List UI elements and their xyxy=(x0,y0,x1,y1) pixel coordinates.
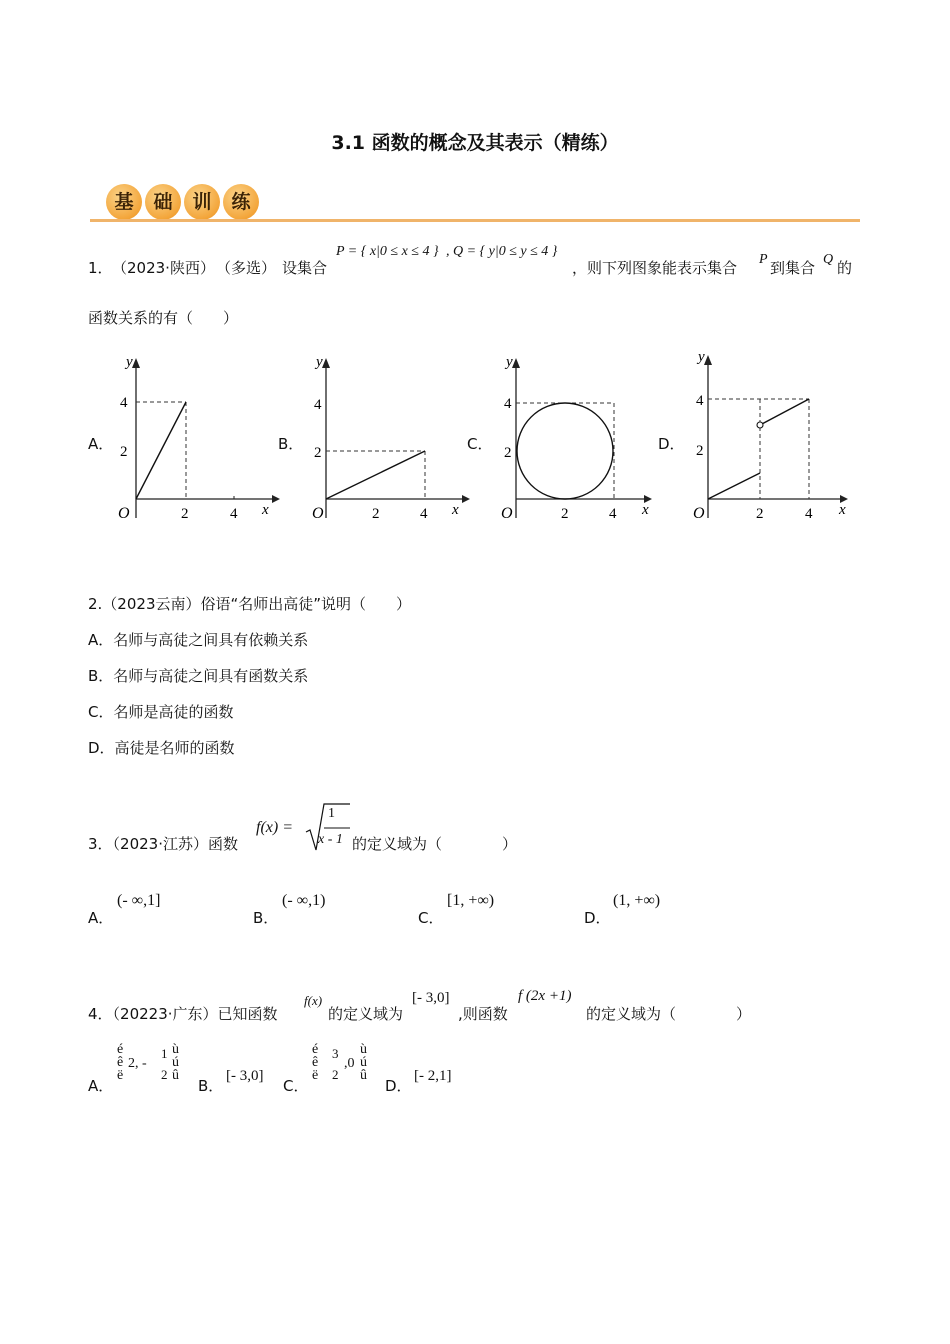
option-b: B．名师与高徒之间具有函数关系 xyxy=(88,667,309,685)
bracket-glyph: ê xyxy=(117,1055,124,1070)
x-tick-label: 2 xyxy=(181,506,189,522)
y-axis-label: y xyxy=(506,354,513,370)
y-tick-label: 2 xyxy=(504,445,512,461)
option-c: C．名师是高徒的函数 xyxy=(88,703,234,721)
option-label-b: B． xyxy=(253,909,279,927)
graph-c xyxy=(492,346,662,526)
set-q-symbol: Q xyxy=(823,252,834,267)
banner-underline xyxy=(90,219,860,222)
bracket-glyph: ë xyxy=(117,1068,124,1083)
y-tick-label: 4 xyxy=(314,397,322,413)
origin-label: O xyxy=(118,505,130,522)
origin-label: O xyxy=(501,505,513,522)
option-value-c: ,0 xyxy=(344,1056,355,1071)
y-axis-arrow xyxy=(132,358,140,368)
x-axis-arrow xyxy=(462,495,470,503)
fx-formula: f(x) xyxy=(304,993,323,1008)
graph-segment xyxy=(760,399,809,425)
x-tick-label: 4 xyxy=(609,506,617,522)
banner-char: 基 xyxy=(106,184,142,220)
y-axis-arrow xyxy=(704,355,712,365)
option-label-c: C． xyxy=(418,909,444,927)
question-tag: （多选） xyxy=(216,259,277,277)
option-label-a: A． xyxy=(88,909,114,927)
banner-char: 训 xyxy=(184,184,220,220)
f2x-formula: f (2x +1) xyxy=(518,988,572,1004)
x-tick-label: 4 xyxy=(805,506,813,522)
x-tick-label: 4 xyxy=(230,506,238,522)
bracket-glyph: ù xyxy=(172,1042,179,1057)
question-stem: 的定义域为（ ） xyxy=(586,1005,752,1023)
graph-d xyxy=(684,343,854,525)
fraction-denominator: 2 xyxy=(161,1067,168,1082)
y-axis-label: y xyxy=(126,354,133,370)
x-axis-label: x xyxy=(452,502,459,518)
option-label-b: B． xyxy=(198,1077,224,1095)
bracket-glyph: ú xyxy=(172,1055,179,1070)
banner-char: 练 xyxy=(223,184,259,220)
option-value-a: 2, - xyxy=(128,1056,147,1071)
set-q-formula: , Q = { y|0 ≤ y ≤ 4 } xyxy=(446,244,558,259)
question-stem: 的定义域为（ ） xyxy=(352,835,518,853)
fraction-denominator: 2 xyxy=(332,1067,339,1082)
option-d: D．高徒是名师的函数 xyxy=(88,739,235,757)
bracket-glyph: û xyxy=(172,1068,179,1083)
y-tick-label: 4 xyxy=(504,396,512,412)
banner-char: 础 xyxy=(145,184,181,220)
x-tick-label: 2 xyxy=(372,506,380,522)
x-tick-label: 2 xyxy=(561,506,569,522)
bracket-glyph: ú xyxy=(360,1055,367,1070)
graph-a xyxy=(112,346,282,526)
x-axis-label: x xyxy=(642,502,649,518)
fraction-numerator: 1 xyxy=(161,1046,168,1061)
bracket-glyph: û xyxy=(360,1068,367,1083)
bracket-glyph: ù xyxy=(360,1042,367,1057)
question-source: （2023·陕西） xyxy=(112,259,215,277)
set-p-symbol: P xyxy=(759,252,768,267)
y-axis-label: y xyxy=(698,349,705,365)
option-value-d: [- 2,1] xyxy=(414,1068,452,1084)
option-label-a: A． xyxy=(88,435,114,453)
x-tick-label: 4 xyxy=(420,506,428,522)
option-label-b: B． xyxy=(278,435,304,453)
x-axis-label: x xyxy=(839,502,846,518)
question-stem: 4．（20223·广东）已知函数 xyxy=(88,1005,278,1023)
fraction-numerator: 1 xyxy=(328,806,335,821)
bracket-glyph: ë xyxy=(312,1068,319,1083)
option-label-d: D． xyxy=(658,435,685,453)
y-axis-arrow xyxy=(322,358,330,368)
open-point xyxy=(757,422,763,428)
bracket-glyph: ê xyxy=(312,1055,319,1070)
option-label-c: C． xyxy=(283,1077,309,1095)
question-stem: 的定义域为 xyxy=(328,1005,404,1023)
y-axis-label: y xyxy=(316,354,323,370)
y-tick-label: 4 xyxy=(696,393,704,409)
fraction-numerator: 3 xyxy=(332,1046,339,1061)
question-stem: 2.（2023云南）俗语“名师出高徒”说明（ ） xyxy=(88,595,412,613)
x-tick-label: 2 xyxy=(756,506,764,522)
origin-label: O xyxy=(693,505,705,522)
y-axis-arrow xyxy=(512,358,520,368)
option-value-b: [- 3,0] xyxy=(226,1068,264,1084)
origin-label: O xyxy=(312,505,324,522)
domain-formula: [- 3,0] xyxy=(412,990,450,1006)
option-value-b: (- ∞,1) xyxy=(282,892,326,909)
x-axis-label: x xyxy=(262,502,269,518)
question-stem: ,则函数 xyxy=(458,1005,508,1023)
option-label-d: D． xyxy=(584,909,611,927)
option-label-a: A． xyxy=(88,1077,114,1095)
graph-circle xyxy=(517,403,613,499)
option-value-a: (- ∞,1] xyxy=(117,892,161,909)
question-stem: 到集合 xyxy=(770,259,816,277)
bracket-glyph: é xyxy=(117,1042,124,1057)
option-label-d: D． xyxy=(385,1077,412,1095)
option-a: A．名师与高徒之间具有依赖关系 xyxy=(88,631,309,649)
x-axis-arrow xyxy=(272,495,280,503)
fraction-denominator: x - 1 xyxy=(318,832,343,847)
question-stem: 3．（2023·江苏）函数 xyxy=(88,835,238,853)
y-tick-label: 2 xyxy=(696,443,704,459)
option-value-d: (1, +∞) xyxy=(613,892,661,909)
page-title: 3.1 函数的概念及其表示（精练） xyxy=(331,132,619,154)
question-stem: 的 xyxy=(837,259,853,277)
question-stem: ，则下列图象能表示集合 xyxy=(572,259,738,277)
y-tick-label: 4 xyxy=(120,395,128,411)
graph-line xyxy=(326,451,425,499)
question-number: 1． xyxy=(88,259,113,277)
question-stem: 设集合 xyxy=(282,259,328,277)
graph-segment xyxy=(708,473,760,499)
bracket-glyph: é xyxy=(312,1042,319,1057)
function-formula: f(x) = xyxy=(256,819,293,836)
option-value-c: [1, +∞) xyxy=(447,892,495,909)
set-p-formula: P = { x|0 ≤ x ≤ 4 } xyxy=(336,244,439,259)
graph-line xyxy=(136,402,186,499)
y-tick-label: 2 xyxy=(314,445,322,461)
y-tick-label: 2 xyxy=(120,444,128,460)
graph-b xyxy=(302,346,472,526)
question-stem-line2: 函数关系的有（ ） xyxy=(88,309,239,327)
option-label-c: C． xyxy=(467,435,493,453)
